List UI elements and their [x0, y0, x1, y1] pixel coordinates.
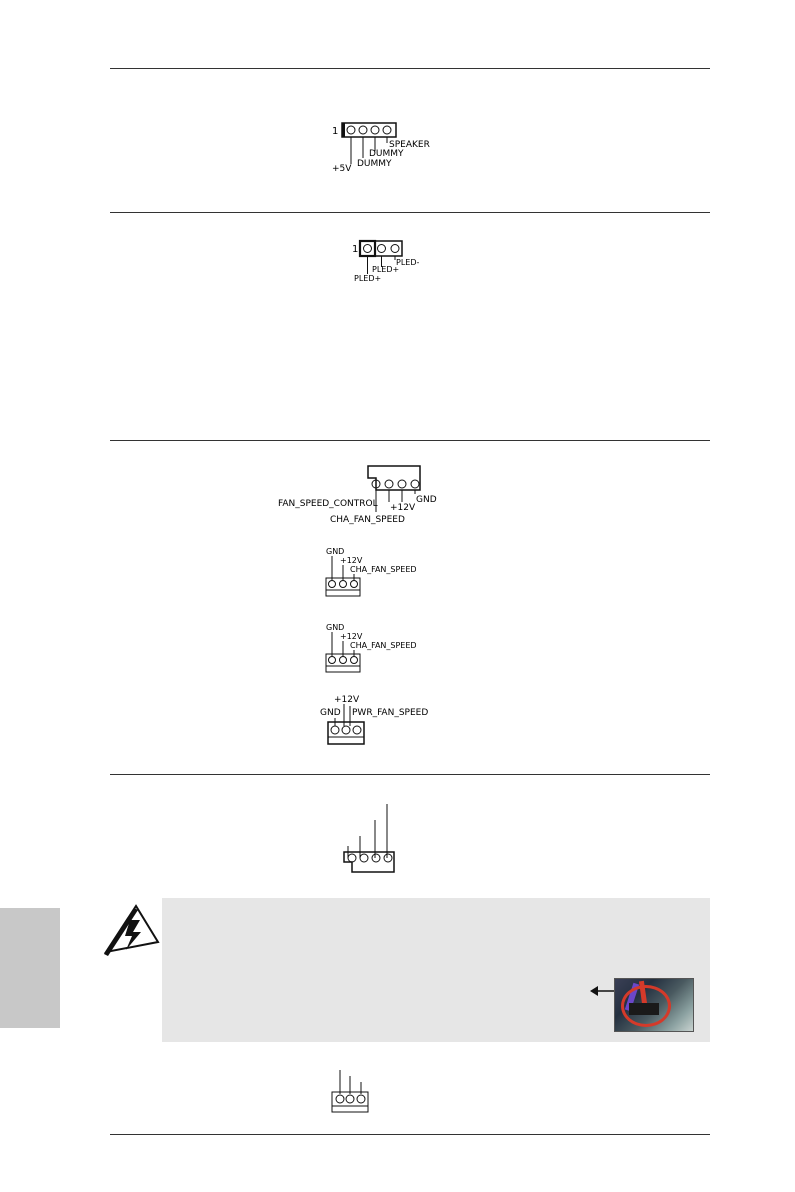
section-divider-3 [110, 774, 710, 775]
section-divider-1 [110, 212, 710, 213]
cha4-cha-fan-speed-label: CHA_FAN_SPEED [330, 515, 405, 525]
cha-fan-3pin-b-diagram [324, 620, 428, 676]
cha3b-gnd-label: GND [326, 623, 345, 632]
cha-fan-4pin-diagram [276, 464, 446, 528]
cha4-fan-speed-control-label: FAN_SPEED_CONTROL [278, 499, 378, 509]
speaker-label: SPEAKER [389, 140, 430, 150]
speaker-header-diagram [330, 118, 440, 174]
pled-plus-label-1: PLED+ [372, 265, 400, 274]
language-side-tab [0, 908, 60, 1028]
dummy-label-2: DUMMY [357, 159, 392, 169]
pled-plus-label-2: PLED+ [354, 274, 382, 283]
cpu-fan-4pin-diagram [340, 800, 404, 876]
pwr-fan-speed-label: PWR_FAN_SPEED [352, 708, 429, 718]
cha3a-cha-fan-speed-label: CHA_FAN_SPEED [350, 565, 417, 574]
pwr-fan-diagram [318, 692, 442, 752]
pwr-12v-label: +12V [334, 695, 360, 705]
dummy-label-1: DUMMY [369, 149, 404, 159]
bottom-rule [110, 1134, 710, 1135]
cpu-fan-connector-photo [614, 978, 694, 1032]
cha3b-cha-fan-speed-label: CHA_FAN_SPEED [350, 641, 417, 650]
plus5v-label: +5V [332, 164, 352, 174]
pwr-gnd-label: GND [320, 708, 341, 718]
section-divider-2 [110, 440, 710, 441]
arrow-left-icon [590, 985, 614, 997]
speaker-pin1-label: 1 [332, 126, 339, 137]
cha4-gnd-label: GND [416, 495, 437, 505]
power-led-header-diagram [350, 236, 430, 286]
cha3a-12v-label: +12V [340, 556, 363, 565]
bottom-3pin-header-diagram [328, 1066, 376, 1116]
cha4-12v-label: +12V [390, 503, 416, 513]
cha3b-12v-label: +12V [340, 632, 363, 641]
pled-pin1-label: 1 [352, 244, 359, 255]
cha-fan-3pin-a-diagram [324, 544, 428, 600]
top-rule [110, 68, 710, 69]
cha3a-gnd-label: GND [326, 547, 345, 556]
pled-minus-label: PLED- [396, 258, 420, 267]
warning-triangle-icon [102, 902, 164, 958]
